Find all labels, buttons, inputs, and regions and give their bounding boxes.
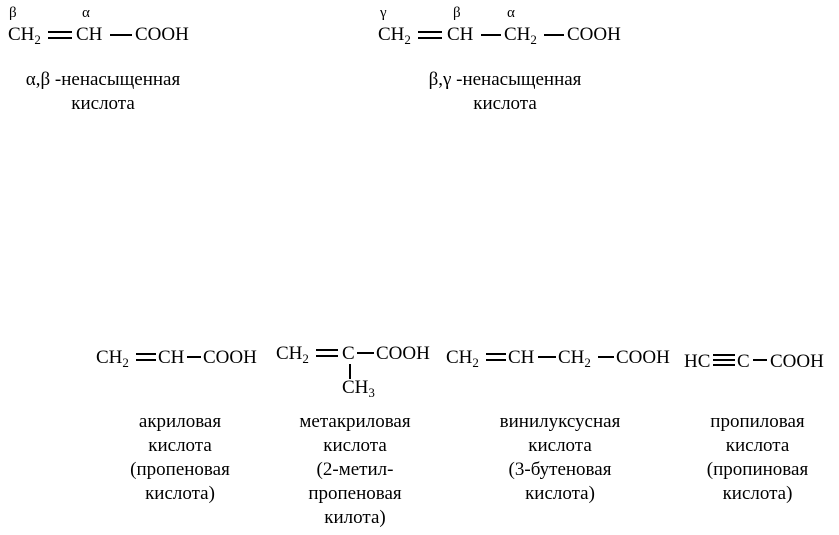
formula-group-ch2: $CH_2$ [8,24,41,47]
formula-group-ch2: $CH_2$ [276,343,309,366]
formula-group-cooh: COOH [770,351,824,372]
double-bond-line-2 [418,37,442,39]
formula-group-cooh: COOH [567,24,621,45]
double-bond-line-2 [48,37,72,39]
formula-group-ch2-b: $CH_2$ [558,347,591,370]
single-bond-1 [481,34,501,36]
caption-alpha-beta: α,β -ненасыщенная кислота [25,69,181,114]
single-bond [753,359,767,361]
beta-label: β [453,5,461,21]
formula-group-cooh: COOH [203,347,257,368]
single-bond [187,356,201,358]
formula-group-ch2: $CH_2$ [446,347,479,370]
formula-group-ch: CH [76,24,103,45]
double-bond-line-1 [418,31,442,33]
formula-group-cooh: COOH [616,347,670,368]
double-bond-line-2 [486,359,506,361]
single-bond-1 [538,356,556,358]
single-bond [357,352,374,354]
double-bond-line-1 [486,353,506,355]
formula-group-cooh: COOH [135,24,189,45]
alpha-label: α [82,5,90,21]
double-bond-line-1 [136,353,156,355]
formula-group-ch2: $CH_2$ [378,24,411,47]
gamma-label: γ [380,5,387,21]
beta-label: β [9,5,17,21]
double-bond-line-1 [48,31,72,33]
caption-beta-gamma: β,γ -ненасыщенная кислота [428,69,582,114]
formula-group-ch2: $CH_2$ [96,347,129,370]
caption-propiolic-acid: пропиловая кислота (пропиновая кислота) [706,411,809,504]
caption-methacrylic-acid: метакриловая кислота (2-метил- пропеновая килота) [299,411,411,528]
formula-group-c: C [342,343,355,364]
formula-group-ch: CH [158,347,185,368]
formula-group-ch: CH [447,24,474,45]
triple-bond-line-3 [713,364,735,366]
triple-bond-line-2 [713,359,735,361]
double-bond-line-1 [316,349,338,351]
formula-group-ch2-b: $CH_2$ [504,24,537,47]
formula-group-ch: CH [508,347,535,368]
triple-bond-line-1 [713,354,735,356]
formula-group-ch3: $CH_3$ [342,377,375,400]
double-bond-line-2 [136,359,156,361]
single-bond-2 [544,34,564,36]
alpha-label: α [507,5,515,21]
formula-group-c: C [737,351,750,372]
formula-group-hc: HC [684,351,711,372]
double-bond-line-2 [316,355,338,357]
formula-group-cooh: COOH [376,343,430,364]
single-bond [110,34,132,36]
caption-vinylacetic-acid: винилуксусная кислота (3-бутеновая кислота) [499,411,621,504]
single-bond-2 [598,356,614,358]
caption-acrylic-acid: акриловая кислота (пропеновая кислота) [130,411,230,504]
